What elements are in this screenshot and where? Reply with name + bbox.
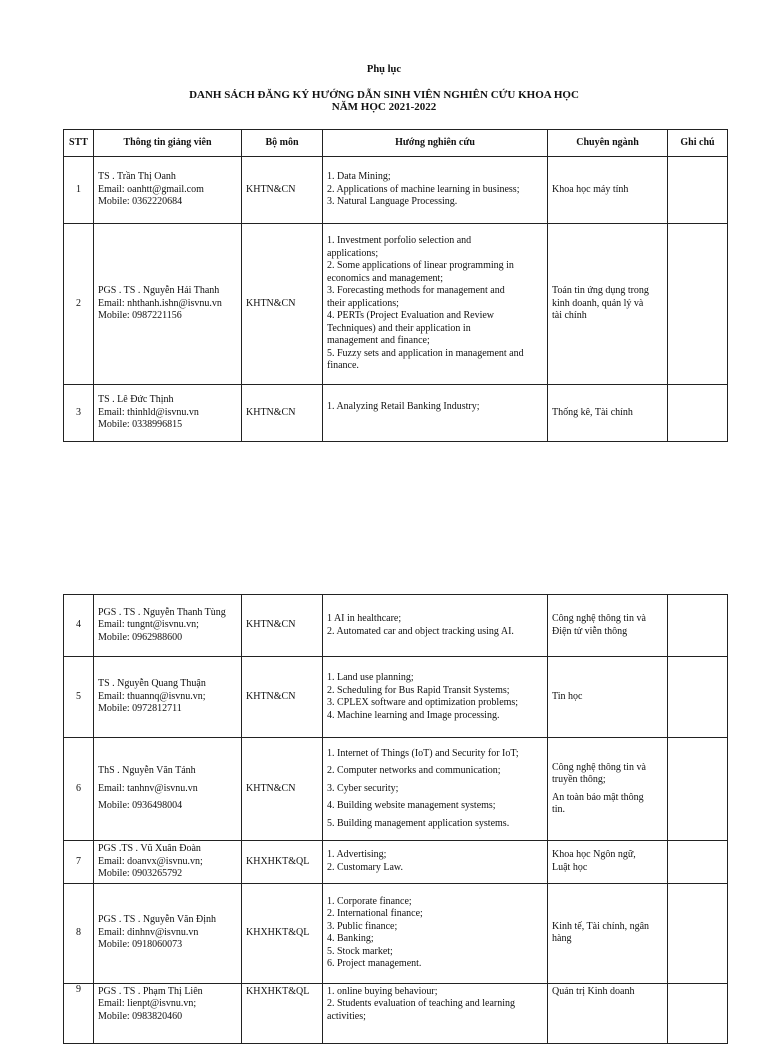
research-item: 4. PERTs (Project Evaluation and Review [327,310,495,322]
row-stt: 5 [64,657,94,738]
department: KHXHKT&QL [242,841,323,884]
lecturer-mobile: Mobile: 0918060073 [98,939,183,951]
major [548,883,668,983]
research-item: 6. Project management. [327,958,422,969]
major [548,738,668,841]
major-text: kinh doanh, quản lý và [552,297,644,309]
major-text: Khoa học Ngôn ngữ, [552,849,636,861]
lecturer-info [94,385,242,442]
lecturer-name: TS . Trần Thị Oanh [98,171,176,183]
research-directions [323,841,548,884]
lecturer-email: Email: dinhnv@isvnu.vn [98,926,199,938]
academic-year: NĂM HỌC 2021-2022 [331,101,437,113]
research-item: 5. Building management application systems. [327,817,510,829]
col-header-lecturer: Thông tin giảng viên [94,130,242,157]
research-directions [323,595,548,657]
department: KHTN&CN [242,595,323,657]
lecturer-name: PGS . TS . Nguyễn Hải Thanh [98,285,220,297]
registration-table-part-2 [63,594,728,1044]
col-header-department: Bộ môn [242,130,323,157]
department: KHTN&CN [242,738,323,841]
major [548,983,668,1043]
major-text: Khoa học máy tính [552,183,629,195]
row-stt: 9 [64,983,94,1043]
research-item: 1 AI in healthcare; [327,613,402,624]
major-text: tin. [552,804,566,815]
research-item: 2. Customary Law. [327,861,404,873]
major [548,595,668,657]
lecturer-name: PGS . TS . Nguyễn Thanh Tùng [98,606,226,618]
lecturer-info [94,157,242,224]
lecturer-name: PGS . TS . Phạm Thị Liên [98,985,203,997]
note [668,595,728,657]
lecturer-name: PGS . TS . Nguyễn Văn Định [98,914,216,926]
research-item: 1. Corporate finance; [327,895,412,907]
lecturer-mobile: Mobile: 0983820460 [98,1010,183,1022]
note [668,385,728,442]
major [548,385,668,442]
research-item: 1. Land use planning; [327,672,414,683]
lecturer-info [94,883,242,983]
department: KHTN&CN [242,657,323,738]
major [548,657,668,738]
research-item: 2. Scheduling for Bus Rapid Transit Systems; [327,684,510,696]
lecturer-info [94,224,242,385]
major-text: Điện tử viễn thông [552,625,628,637]
row-stt: 3 [64,385,94,442]
research-item: 2. Some applications of linear programming in [327,260,514,272]
row-stt: 6 [64,738,94,841]
major-text: Luật học [552,861,588,873]
research-item: 1. Internet of Things (IoT) and Security for IoT; [327,747,519,759]
registration-table-part-1 [63,129,728,442]
col-header-major: Chuyên ngành [548,130,668,157]
department: KHXHKT&QL [242,983,323,1043]
table-row [64,983,728,1043]
lecturer-name: PGS .TS . Vũ Xuân Đoàn [98,843,201,854]
lecturer-name: TS . Nguyễn Quang Thuận [98,678,206,690]
research-item: 4. Machine learning and Image processing. [327,709,500,721]
department: KHTN&CN [242,224,323,385]
note [668,738,728,841]
major-text: Thống kê, Tài chính [552,406,633,418]
row-stt: 8 [64,883,94,983]
lecturer-mobile: Mobile: 0362220684 [98,196,183,208]
research-item: 3. Cyber security; [327,782,399,794]
major-text: Toán tin ứng dụng trong [552,285,649,297]
lecturer-mobile: Mobile: 0936498004 [98,800,183,812]
research-directions [323,224,548,385]
major [548,224,668,385]
research-item: 4. Building website management systems; [327,800,496,812]
major-text: Kinh tế, Tài chính, ngân [552,920,650,932]
research-item: 1. Analyzing Retail Banking Industry; [327,401,480,412]
major-text: tài chính [552,310,587,322]
research-item: economics and management; [327,272,444,284]
table-row [64,841,728,884]
major-text: Tin học [552,690,583,702]
table-row [64,385,728,442]
lecturer-email: Email: oanhtt@gmail.com [98,183,204,195]
major-text: Công nghệ thông tin và [552,761,646,773]
lecturer-email: Email: lienpt@isvnu.vn; [98,998,197,1009]
note [668,657,728,738]
lecturer-email: Email: tungnt@isvnu.vn; [98,619,199,631]
lecturer-email: Email: thinhld@isvnu.vn [98,406,199,418]
department: KHTN&CN [242,385,323,442]
lecturer-mobile: Mobile: 0338996815 [98,419,183,431]
department: KHTN&CN [242,157,323,224]
research-directions [323,883,548,983]
research-item: 3. Natural Language Processing. [327,196,458,208]
research-item: 1. online buying behaviour; [327,985,438,997]
lecturer-mobile: Mobile: 0903265792 [98,868,183,879]
lecturer-mobile: Mobile: 0987221156 [98,310,182,322]
appendix-label: Phụ lục [366,64,402,75]
research-directions [323,385,548,442]
research-item: 3. CPLEX software and optimization problems; [327,697,519,708]
research-item: 4. Banking; [327,933,374,944]
lecturer-email: Email: thuannq@isvnu.vn; [98,690,206,702]
research-directions [323,157,548,224]
row-stt: 1 [64,157,94,224]
research-item: 2. International finance; [327,908,423,919]
research-directions [323,983,548,1043]
research-item: applications; [327,247,379,259]
lecturer-mobile: Mobile: 0972812711 [98,703,182,715]
major [548,841,668,884]
table-row [64,657,728,738]
research-item: finance. [327,360,359,372]
row-stt: 4 [64,595,94,657]
research-item: 2. Computer networks and communication; [327,765,501,777]
major-text: Công nghệ thông tin và [552,613,646,624]
research-item: 3. Forecasting methods for management and [327,285,505,297]
research-item: 3. Public finance; [327,920,398,932]
research-item: activities; [327,1010,366,1022]
lecturer-info [94,983,242,1043]
lecturer-info [94,657,242,738]
lecturer-info [94,595,242,657]
research-item: 5. Fuzzy sets and application in management and [327,347,524,359]
research-item: 2. Applications of machine learning in business; [327,183,520,195]
lecturer-name: TS . Lê Đức Thịnh [98,394,174,406]
research-item: their applications; [327,297,399,309]
table-header-row [64,130,728,157]
research-directions [323,657,548,738]
note [668,224,728,385]
col-header-research: Hướng nghiên cứu [323,130,548,157]
col-header-stt: STT [64,130,94,157]
research-item: management and finance; [327,335,430,347]
table-row [64,738,728,841]
major-text: Quản trị Kinh doanh [552,985,635,997]
major-text: hàng [552,933,572,944]
table-row [64,224,728,385]
lecturer-mobile: Mobile: 0962988600 [98,631,183,643]
note [668,841,728,884]
major [548,157,668,224]
note [668,157,728,224]
research-directions [323,738,548,841]
lecturer-email: Email: nhthanh.ishn@isvnu.vn [98,297,222,309]
research-item: 2. Automated car and object tracking using AI. [327,625,514,637]
lecturer-email: Email: tanhnv@isvnu.vn [98,782,198,794]
lecturer-email: Email: doanvx@isvnu.vn; [98,855,203,867]
research-item: 2. Students evaluation of teaching and learning [327,998,516,1009]
research-item: 1. Advertising; [327,849,387,861]
row-stt: 7 [64,841,94,884]
lecturer-info [94,841,242,884]
research-item: 1. Investment porfolio selection and [327,235,472,247]
research-item: Techniques) and their application in [327,322,471,334]
document-title: DANH SÁCH ĐĂNG KÝ HƯỚNG DẪN SINH VIÊN NGHIÊN CỨU KHOA HỌC [189,89,579,101]
major-text: An toàn bảo mật thông [552,791,644,803]
table-row [64,157,728,224]
major-text: truyền thông; [552,774,606,785]
department: KHXHKT&QL [242,883,323,983]
note [668,983,728,1043]
col-header-note: Ghi chú [668,130,728,157]
note [668,883,728,983]
table-row [64,595,728,657]
table-row [64,883,728,983]
lecturer-info [94,738,242,841]
lecturer-name: ThS . Nguyễn Văn Tánh [98,765,196,777]
research-item: 1. Data Mining; [327,171,391,183]
research-item: 5. Stock market; [327,945,393,957]
row-stt: 2 [64,224,94,385]
